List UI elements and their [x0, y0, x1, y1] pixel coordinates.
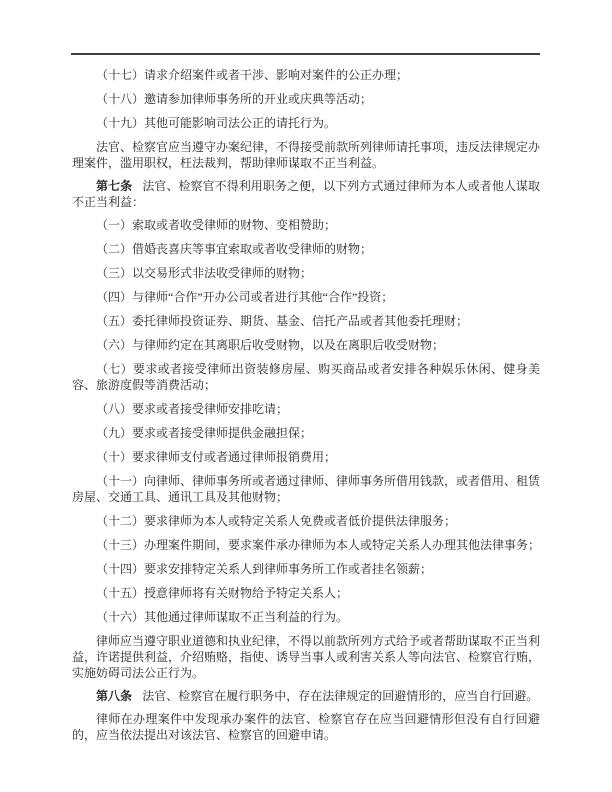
paragraph: 第八条 法官、检察官在履行职务中，存在法律规定的回避情形的，应当自行回避。 [96, 689, 539, 703]
paragraph: 法官、检察官应当遵守办案纪律，不得接受前款所列律师请托事项，违反法律规定办理案件，滥用职权，枉法裁判，帮助律师谋取不正当利益。 [72, 140, 541, 170]
list-item: （二）借婚丧喜庆等事宜索取或者收受律师的财物； [96, 242, 373, 256]
document-body [72, 67, 540, 743]
list-item: （五）委托律师投资证券、期货、基金、信托产品或者其他委托理财； [96, 314, 469, 328]
list-item: （十五）授意律师将有关财物给予特定关系人； [96, 586, 349, 600]
paragraph: 第七条 法官、检察官不得利用职务之便，以下列方式通过律师为本人或者他人谋取不正当利益： [72, 179, 540, 209]
list-item: （七）要求或者接受律师出资装修房屋、购买商品或者安排各种娱乐休闲、健身美容、旅游度假等消费活动； [72, 362, 540, 392]
paragraph: 律师应当遵守职业道德和执业纪律，不得以前款所列方式给予或者帮助谋取不正当利益，许诺提供利益，介绍贿赂，指使、诱导当事人或利害关系人等向法官、检察官行贿，实施妨碍司法公正行为。 [72, 634, 541, 680]
list-item: （十七）请求介绍案件或者干涉、影响对案件的公正办理； [96, 68, 409, 82]
article-number: 第七条 [96, 179, 133, 193]
list-item: （六）与律师约定在其离职后收受财物，以及在离职后收受财物； [96, 338, 445, 352]
list-item: （八）要求或者接受律师安排吃请； [96, 402, 289, 416]
list-item: （十四）要求安排特定关系人到律师事务所工作或者挂名领薪； [96, 562, 433, 576]
list-item: （九）要求或者接受律师提供金融担保； [96, 426, 313, 440]
list-item: （十九）其他可能影响司法公正的请托行为。 [96, 116, 337, 130]
list-item: （十三）办理案件期间，要求案件承办律师为本人或特定关系人办理其他法律事务； [96, 538, 541, 552]
article-number: 第八条 [96, 689, 133, 703]
list-item: （一）索取或者收受律师的财物、变相赞助； [96, 218, 337, 232]
list-item: （十二）要求律师为本人或特定关系人免费或者低价提供法律服务； [96, 514, 457, 528]
header-rule [71, 53, 540, 55]
list-item: （十六）其他通过律师谋取不正当利益的行为。 [96, 610, 349, 624]
paragraph: 律师在办理案件中发现承办案件的法官、检察官存在应当回避情形但没有自行回避的，应当依法提出对该法官、检察官的回避申请。 [72, 712, 540, 742]
list-item: （四）与律师“合作”开办公司或者进行其他“合作”投资； [96, 290, 394, 304]
list-item: （十八）邀请参加律师事务所的开业或庆典等活动； [96, 92, 373, 106]
list-item: （十）要求律师支付或者通过律师报销费用； [96, 450, 337, 464]
list-item: （十一）向律师、律师事务所或者通过律师、律师事务所借用钱款，或者借用、租赁房屋、交通工具、通讯工具及其他财物； [72, 474, 541, 504]
list-item: （三）以交易形式非法收受律师的财物； [96, 266, 313, 280]
